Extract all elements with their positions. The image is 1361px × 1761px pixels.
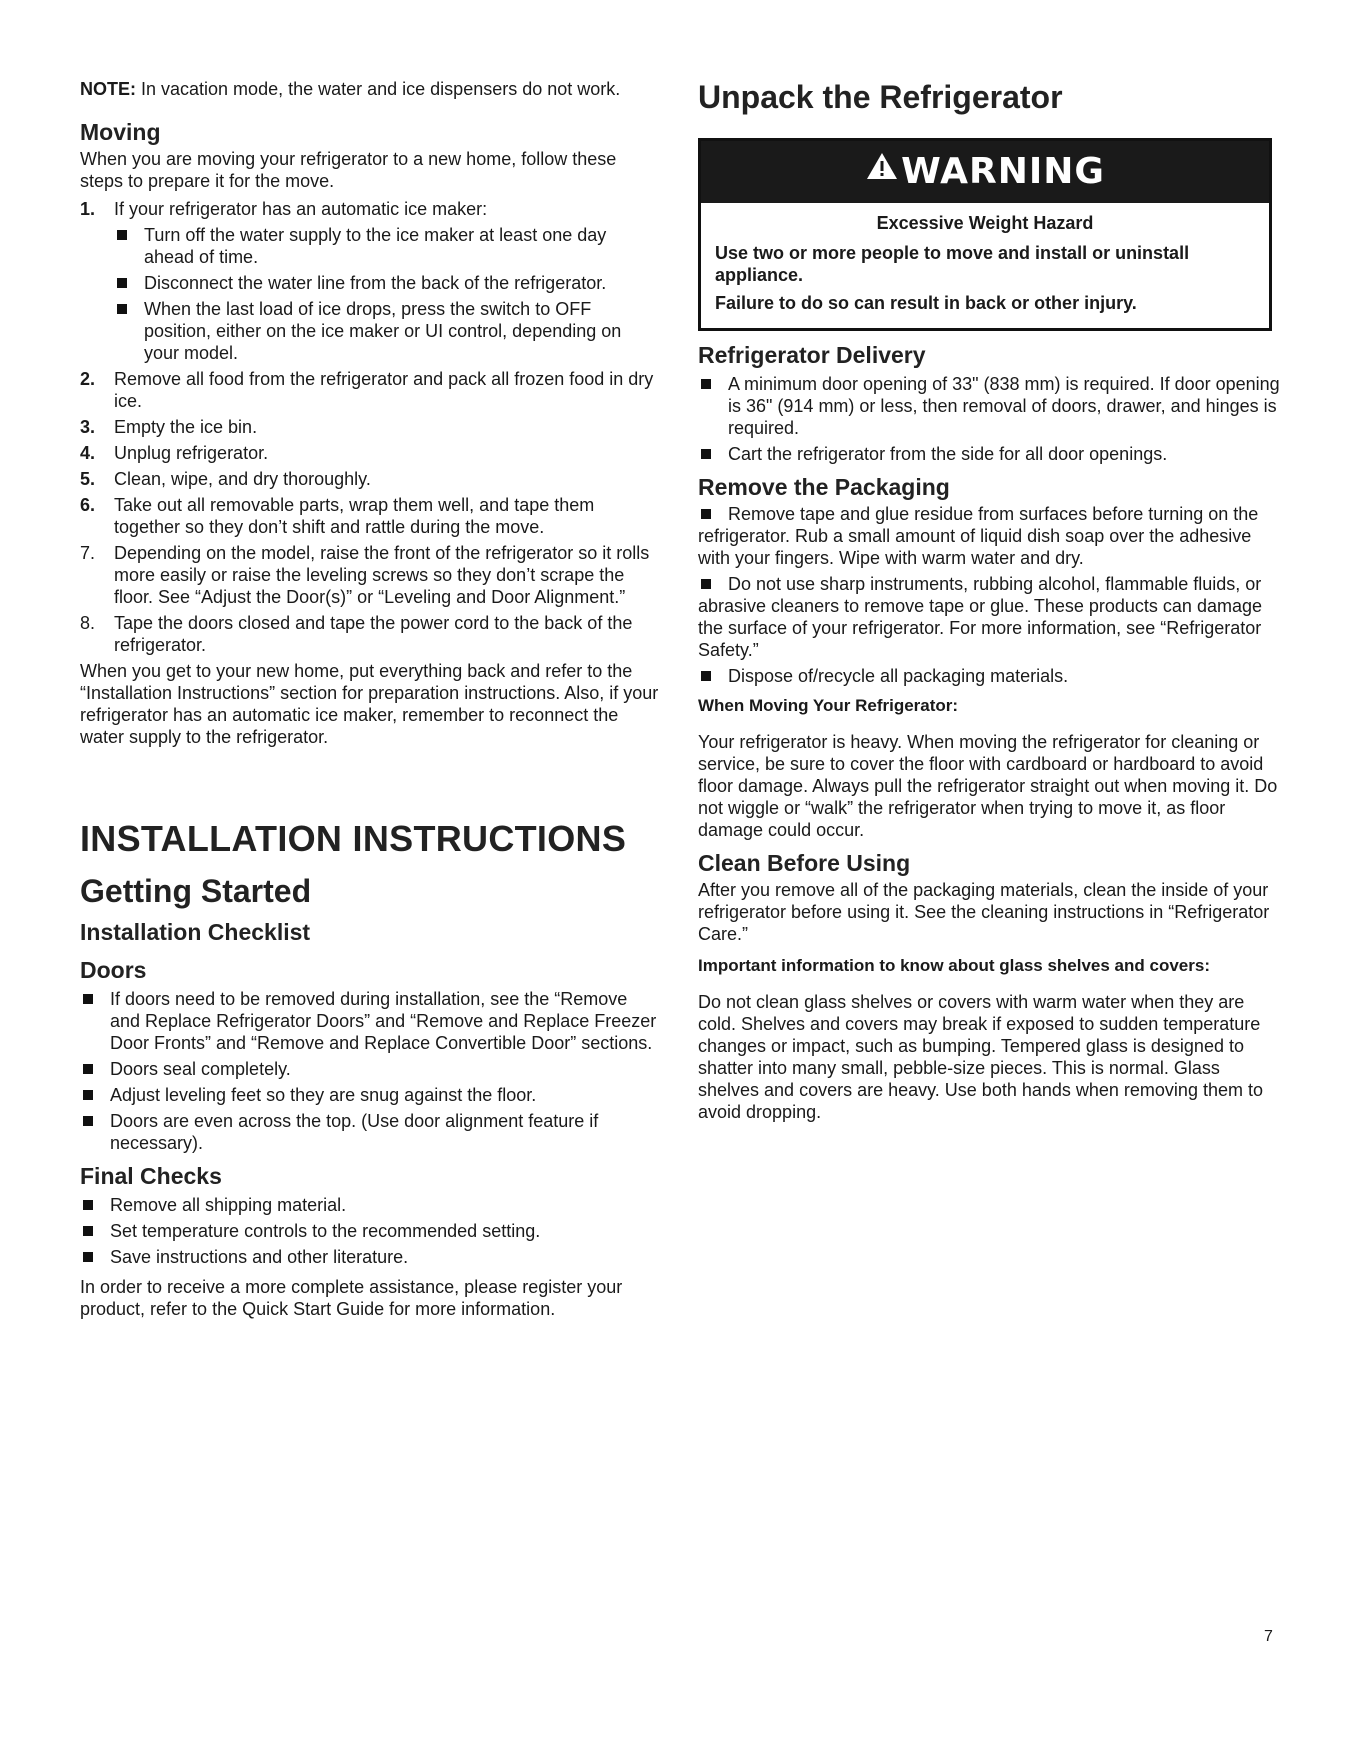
list-item <box>114 298 660 364</box>
final-checks-list <box>80 1194 660 1268</box>
step-text: If your refrigerator has an automatic ice maker: <box>114 199 488 219</box>
moving-steps <box>80 198 660 656</box>
unpack-heading: Unpack the Refrigerator <box>698 79 1063 115</box>
list-item <box>698 503 1280 569</box>
list-item <box>80 1220 660 1242</box>
clean-heading: Clean Before Using <box>698 850 911 876</box>
step-item <box>80 494 660 538</box>
square-bullet-icon <box>701 509 711 519</box>
step-item <box>80 198 660 364</box>
bullet-text: Save instructions and other literature. <box>110 1247 409 1267</box>
step-number: 7. <box>80 543 96 563</box>
list-item <box>80 1246 660 1268</box>
bullet-text: Doors are even across the top. (Use door alignment feature if necessary). <box>110 1111 599 1153</box>
glass-text: Do not clean glass shelves or covers with warm water when they are cold. Shelves and covers may break if exposed to sudden temperature changes or impact, such as bumping. Tempered glass is designed to shatter into many small, pebble-size pieces. This is normal. Glass shelves and covers are heavy. Use both hands when removing them to avoid dropping. <box>698 992 1263 1122</box>
square-bullet-icon <box>83 1200 93 1210</box>
bullet-text: When the last load of ice drops, press the switch to OFF position, either on the ice maker or UI control, depending on your model. <box>144 299 622 363</box>
step-text: Empty the ice bin. <box>114 417 258 437</box>
bullet-text: Remove tape and glue residue from surfaces before turning on the refrigerator. Rub a small amount of liquid dish soap over the adhesive with your fingers. Wipe with warm water and dry. <box>698 504 1259 568</box>
square-bullet-icon <box>117 278 127 288</box>
step-text: Tape the doors closed and tape the power cord to the back of the refrigerator. <box>114 613 633 655</box>
moving-fridge-heading: When Moving Your Refrigerator: <box>698 696 959 715</box>
list-item <box>698 665 1280 687</box>
bullet-text: Do not use sharp instruments, rubbing alcohol, flammable fluids, or abrasive cleaners to remove tape or glue. These products can damage the surface of your refrigerator. For more information, see “Refrigerator Safety.” <box>698 574 1262 660</box>
getting-started-heading: Getting Started <box>80 873 312 909</box>
installation-heading: INSTALLATION INSTRUCTIONS <box>80 818 627 859</box>
delivery-list <box>698 373 1280 465</box>
list-item <box>80 1110 660 1154</box>
closing-text: In order to receive a more complete assistance, please register your product, refer to the Quick Start Guide for more information. <box>80 1277 623 1319</box>
bullet-text: Doors seal completely. <box>110 1059 291 1079</box>
list-item <box>114 272 660 294</box>
bullet-text: A minimum door opening of 33" (838 mm) is required. If door opening is 36" (914 mm) or less, then removal of doors, drawer, and hinges is required. <box>728 374 1280 438</box>
warning-title: WARNING <box>901 151 1105 192</box>
step-text: Remove all food from the refrigerator and pack all frozen food in dry ice. <box>114 369 654 411</box>
square-bullet-icon <box>701 671 711 681</box>
warning-triangle-icon <box>865 139 899 201</box>
final-checks-heading: Final Checks <box>80 1163 222 1189</box>
step-item <box>80 368 660 412</box>
square-bullet-icon <box>83 1064 93 1074</box>
bullet-text: Cart the refrigerator from the side for all door openings. <box>728 444 1168 464</box>
step-item <box>80 416 660 438</box>
doors-list <box>80 988 660 1154</box>
step-text: Take out all removable parts, wrap them well, and tape them together so they don’t shift and rattle during the move. <box>114 495 595 537</box>
note-label: NOTE: <box>80 79 136 99</box>
step-item <box>80 542 660 608</box>
moving-fridge-text: Your refrigerator is heavy. When moving the refrigerator for cleaning or service, be sure to cover the floor with cardboard or hardboard to avoid floor damage. Always pull the refrigerator straight out when moving it. Do not wiggle or “walk” the refrigerator when trying to move it, as floor damage could occur. <box>698 732 1278 840</box>
warning-box <box>698 138 1272 331</box>
bullet-text: Adjust leveling feet so they are snug against the floor. <box>110 1085 537 1105</box>
square-bullet-icon <box>701 579 711 589</box>
square-bullet-icon <box>83 1252 93 1262</box>
bullet-text: Set temperature controls to the recommended setting. <box>110 1221 541 1241</box>
warning-line: Failure to do so can result in back or other injury. <box>715 293 1137 313</box>
checklist-heading: Installation Checklist <box>80 919 311 945</box>
bullet-text: If doors need to be removed during installation, see the “Remove and Replace Refrigerator Doors” and “Remove and Replace Freezer Door Fronts” and “Remove and Replace Convertible Door” sections. <box>110 989 657 1053</box>
vacation-note <box>80 78 660 100</box>
list-item <box>80 1058 660 1080</box>
square-bullet-icon <box>117 304 127 314</box>
moving-heading: Moving <box>80 119 161 145</box>
square-bullet-icon <box>701 379 711 389</box>
packaging-heading: Remove the Packaging <box>698 474 950 500</box>
step-number: 3. <box>80 417 96 437</box>
list-item <box>698 443 1280 465</box>
list-item <box>698 573 1280 661</box>
delivery-heading: Refrigerator Delivery <box>698 342 926 368</box>
list-item <box>80 1084 660 1106</box>
hazard-title: Excessive Weight Hazard <box>876 213 1094 233</box>
glass-heading: Important information to know about glass shelves and covers: <box>698 956 1210 975</box>
square-bullet-icon <box>83 1090 93 1100</box>
bullet-text: Remove all shipping material. <box>110 1195 347 1215</box>
step-text: Clean, wipe, and dry thoroughly. <box>114 469 371 489</box>
square-bullet-icon <box>83 1226 93 1236</box>
list-item <box>80 1194 660 1216</box>
note-text: In vacation mode, the water and ice dispensers do not work. <box>136 79 621 99</box>
step-item <box>80 442 660 464</box>
warning-line: Use two or more people to move and install or uninstall appliance. <box>715 243 1190 285</box>
square-bullet-icon <box>83 1116 93 1126</box>
list-item <box>698 373 1280 439</box>
square-bullet-icon <box>701 449 711 459</box>
step-number: 5. <box>80 469 96 489</box>
step-text: Depending on the model, raise the front of the refrigerator so it rolls more easily or raise the leveling screws so they don’t scrape the floor. See “Adjust the Door(s)” or “Leveling and Door Alignment.” <box>114 543 650 607</box>
square-bullet-icon <box>83 994 93 1004</box>
bullet-text: Dispose of/recycle all packaging materials. <box>728 666 1069 686</box>
step-number: 2. <box>80 369 96 389</box>
step-item <box>80 468 660 490</box>
warning-header <box>701 141 1269 203</box>
clean-text: After you remove all of the packaging materials, clean the inside of your refrigerator before using it. See the cleaning instructions in “Refrigerator Care.” <box>698 880 1270 944</box>
moving-after-text: When you get to your new home, put everything back and refer to the “Installation Instructions” section for preparation instructions. Also, if your refrigerator has an automatic ice maker, remember to reconnect the water supply to the refrigerator. <box>80 661 659 747</box>
bullet-text: Disconnect the water line from the back of the refrigerator. <box>144 273 607 293</box>
moving-intro: When you are moving your refrigerator to a new home, follow these steps to prepare it for the move. <box>80 149 617 191</box>
square-bullet-icon <box>117 230 127 240</box>
step-text: Unplug refrigerator. <box>114 443 269 463</box>
packaging-list <box>698 503 1280 687</box>
step-number: 8. <box>80 613 96 633</box>
left-column <box>80 78 660 1320</box>
step-item <box>80 612 660 656</box>
step-number: 4. <box>80 443 96 463</box>
warning-body <box>701 203 1269 328</box>
bullet-text: Turn off the water supply to the ice maker at least one day ahead of time. <box>144 225 607 267</box>
page-number: 7 <box>1264 1628 1273 1645</box>
list-item <box>114 224 660 268</box>
step-number: 1. <box>80 199 96 219</box>
right-column <box>698 78 1280 1123</box>
ice-maker-bullets <box>114 224 660 364</box>
step-number: 6. <box>80 495 96 515</box>
doors-heading: Doors <box>80 957 147 983</box>
list-item <box>80 988 660 1054</box>
